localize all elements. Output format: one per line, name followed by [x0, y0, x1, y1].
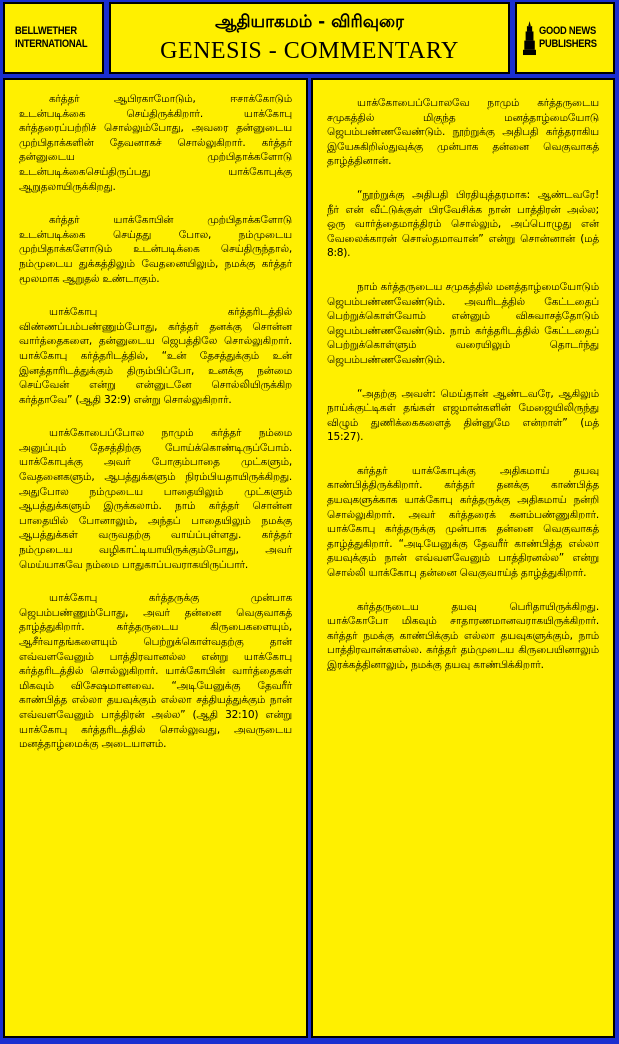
- paragraph: கர்த்தர் யாக்கோபுக்கு அதிகமாய் தயவு காண்பித்திருக்கிறார். கர்த்தர் தனக்கு காண்பித்த தயவுகளுக்காக யாக்கோபு கர்த்தருக்கு அதிகமாய் நன்றி சொல்லுகிறார். அவர் கர்த்தரைக் கனம்பண்ணுகிறார். யாக்கோபு கர்த்தருக்கு முன்பாக தன்னை வெகுவாகத் தாழ்த்துகிறார். “அடியேனுக்கு தேவரீர் காண்பித்த எல்லா தயவுக்கும் நான் எவ்வளவேனும் பாத்திரனல்ல” என்று சொல்லி யாக்கோபு தன்னை வெகுவாய்த் தாழ்த்துகிறார்.: [327, 464, 599, 580]
- bellwether-logo-text: BELLWETHER INTERNATIONAL: [15, 25, 88, 50]
- paragraph: கர்த்தர் ஆபிரகாமோடும், ஈசாக்கோடும் உடன்படிக்கை செய்திருக்கிறார். யாக்கோபு கர்த்தரைப்பற்றிச் சொல்லும்போது, அவரை தன்னுடைய முற்பிதாக்களின் தேவனாகச் சொல்லுகிறார். கர்த்தர் தன்னுடைய முற்பிதாக்களோடு உடன்படிக்கைசெய்திருப்பது யாக்கோபுக்கு ஆறுதலாயிருக்கிறது.: [19, 93, 292, 193]
- title-tamil: ஆதியாகமம் - விரிவுரை: [215, 12, 404, 32]
- paragraph: யாக்கோபு கர்த்தருக்கு முன்பாக ஜெபம்பண்ணும்போது, அவர் தன்னை வெகுவாகத் தாழ்த்துகிறார். கர்த்தருடைய கிருபைகளையும், ஆசீர்வாதங்களையும் பெற்றுக்கொள்வதற்கு தான் எவ்வளவேனும் பாத்திரவானல்ல என்று யாக்கோபு கர்த்தரிடத்தில் சொல்லுகிறார். யாக்கோபின் வார்த்தைகள் மிகவும் விசேஷமானவை. “அடியேனுக்கு தேவரீர் காண்பித்த எல்லா தயவுக்கும் எல்லா சத்தியத்துக்கும் நான் எவ்வளவேனும் பாத்திரன் அல்ல” (ஆதி 32:10) என்று யாக்கோபு கர்த்தரிடத்தில் சொல்லுவது, அவருடைய மனத்தாழ்மைக்கு அடையாளம்.: [19, 592, 292, 751]
- paragraph: யாக்கோபைப்போலவே நாமும் கர்த்தருடைய சமுகத்தில் மிகுந்த மனத்தாழ்மையோடு ஜெபம்பண்ணவேண்டும். நூற்றுக்கு அதிபதி கர்த்தராகிய இயேசுகிறிஸ்துவுக்கு முன்பாக தன்னை வெகுவாகத் தாழ்த்தினான்.: [327, 97, 599, 168]
- title-block: [109, 2, 510, 74]
- paragraph: நாம் கர்த்தருடைய சமுகத்தில் மனத்தாழ்மையோடும் ஜெபம்பண்ணவேண்டும். அவரிடத்தில் கேட்டதைப் பெற்றுக்கொள்வோம் என்னும் விசுவாசத்தோடும் ஜெபம்பண்ணவேண்டும். நாம் கர்த்தரிடத்தில் கேட்டதைப் பெற்றுக்கொள்ளும் வரையிலும் தொடர்ந்து ஜெபம்பண்ணவேண்டும்.: [327, 280, 599, 366]
- good-news-publishers-logo: [515, 2, 615, 74]
- left-column: [3, 78, 308, 1038]
- title-english: GENESIS - COMMENTARY: [160, 38, 459, 64]
- paragraph: கர்த்தருடைய தயவு பெரிதாயிருக்கிறது. யாக்கோபோ மிகவும் சாதாரணமானவராகயிருக்கிறார். கர்த்தர் நமக்கு காண்பிக்கும் எல்லா தயவுகளுக்கும், நாம் பாத்திரவான்களல்ல. கர்த்தர் தம்முடைய கிருபையினாலும் இரக்கத்தினாலும், நமக்கு தயவு காண்பிக்கிறார்.: [327, 600, 599, 671]
- paragraph: “அதற்கு அவள்: மெய்தான் ஆண்டவரே, ஆகிலும் நாய்க்குட்டிகள் தங்கள் எஜமான்களின் மேஜையிலிருந்து விழும் துணிக்கைகளைத் தின்னுமே என்றாள்” (மத் 15:27).: [327, 387, 599, 444]
- right-column: [311, 78, 615, 1038]
- bellwether-logo: [3, 2, 104, 74]
- paragraph: கர்த்தர் யாக்கோபின் முற்பிதாக்களோடு உடன்படிக்கை செய்தது போல, நம்முடைய முற்பிதாக்களோடும் உடன்படிக்கை செய்திருந்தால், நம்முடைய துக்கத்திலும் வேதனையிலும், நமக்கு கர்த்தர் மூலமாக ஆறுதல் உண்டாகும்.: [19, 214, 292, 285]
- paragraph: “நூற்றுக்கு அதிபதி பிரதியுத்தரமாக: ஆண்டவரே! நீர் என் வீட்டுக்குள் பிரவேசிக்க நான் பாத்திரன் அல்ல; ஒரு வார்த்தைமாத்திரம் சொல்லும், அப்பொழுது என் வேலைக்காரன் சொஸ்தமாவான்” என்று சொன்னான் (மத் 8:8).: [327, 188, 599, 260]
- paragraph: யாக்கோபைப்போல நாமும் கர்த்தர் நம்மை அனுப்பும் தேசத்திற்கு போய்க்கொண்டிருப்போம். யாக்கோபுக்கு அவர் போகும்பாதை முட்களும், வேதனைகளும், ஆபத்துக்களும் நிரம்பியதாயிருக்கிறது. அதுபோல நம்முடைய பாதையிலும் முட்களும் ஆபத்துக்களும் இருக்கலாம். நாம் கர்த்தர் சொன்ன பாதையில் போனாலும், அந்தப் பாதையிலும் நமக்கு ஆபத்துக்கள் வருவதற்கு வாய்ப்புள்ளது. கர்த்தர் நம்முடைய வழிகாட்டியாயிருக்கும்போது, அவர் மெய்யாகவே நம்மை பாதுகாப்பவராகயிருப்பார்.: [19, 427, 292, 571]
- building-icon: [523, 12, 536, 64]
- paragraph: யாக்கோபு கர்த்தரிடத்தில் விண்ணப்பம்பண்ணும்போது, கர்த்தர் தனக்கு சொன்ன வார்த்தைகளை, தன்னுடைய ஜெபத்திலே சொல்லுகிறார். யாக்கோபு கர்த்தரிடத்தில், “உன் தேசத்துக்கும் உன் இனத்தாரிடத்துக்கும் திரும்பிப்போ, உனக்கு நன்மை செய்வேன் என்று என்னுடனே சொல்லியிருக்கிற கர்த்தாவே” (ஆதி 32:9) என்று சொல்லுகிறார்.: [19, 306, 292, 406]
- good-news-logo-text: GOOD NEWS PUBLISHERS: [539, 25, 597, 50]
